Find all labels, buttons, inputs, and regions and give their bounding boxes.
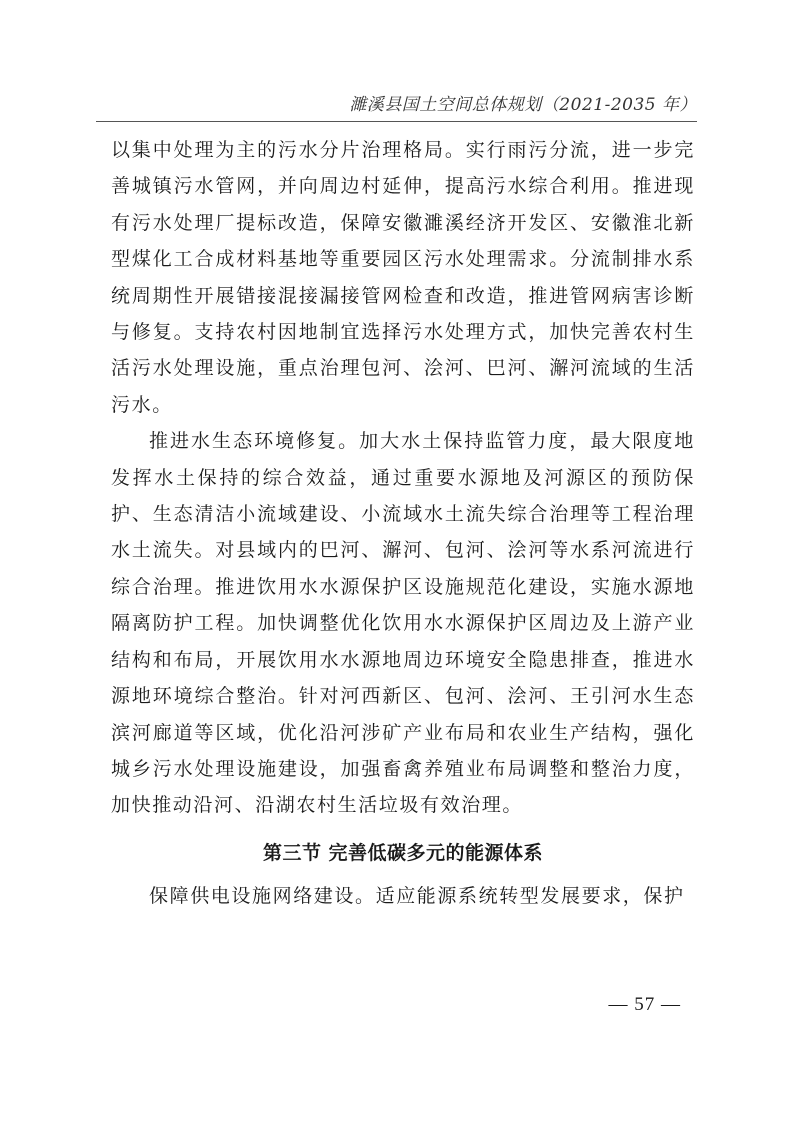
body-paragraph: 推进水生态环境修复。加大水土保持监管力度，最大限度地发挥水土保持的综合效益，通过重要水源地及河源区的预防保护、生态清洁小流域建设、小流域水土流失综合治理等工程治理水土流失。对县域内的巴河、澥河、包河、浍河等水系河流进行综合治理。推进饮用水水源保护区设施规范化建设，实施水源地隔离防护工程。加快调整优化饮用水水源保护区周边及上游产业结构和布局，开展饮用水水源地周边环境安全隐患排查，推进水源地环境综合整治。针对河西新区、包河、浍河、王引河水生态滨河廊道等区域，优化沿河涉矿产业布局和农业生产结构，强化城乡污水处理设施建设，加强畜禽养殖业布局调整和整治力度，加快推动沿河、沿湖农村生活垃圾有效治理。	[111, 430, 695, 817]
page-number: — 57 —	[608, 994, 681, 1015]
header-divider	[96, 121, 697, 122]
page-body	[111, 132, 695, 914]
body-paragraph: 以集中处理为主的污水分片治理格局。实行雨污分流，进一步完善城镇污水管网，并向周边村延伸，提高污水综合利用。推进现有污水处理厂提标改造，保障安徽濉溪经济开发区、安徽淮北新型煤化工合成材料基地等重要园区污水处理需求。分流制排水系统周期性开展错接混接漏接管网检查和改造，推进管网病害诊断与修复。支持农村因地制宜选择污水处理方式，加快完善农村生活污水处理设施，重点治理包河、浍河、巴河、澥河流域的生活污水。	[111, 139, 695, 416]
section-heading: 第三节 完善低碳多元的能源体系	[262, 841, 544, 864]
body-paragraph: 保障供电设施网络建设。适应能源系统转型发展要求，保护	[149, 884, 685, 907]
page-header-title: 濉溪县国土空间总体规划（2021-2035 年）	[349, 95, 697, 115]
